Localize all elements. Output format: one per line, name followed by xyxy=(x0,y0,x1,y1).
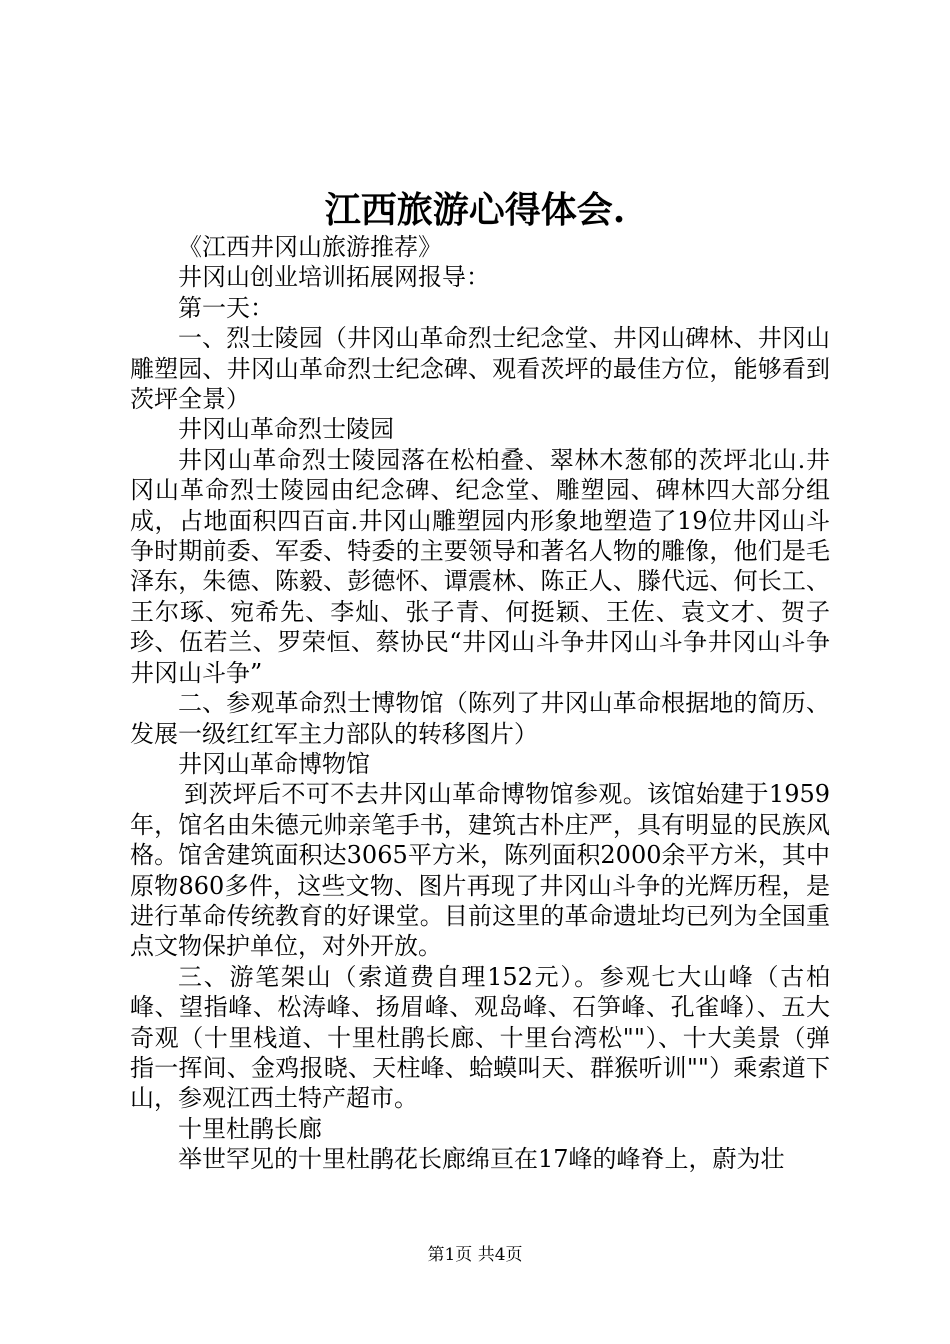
document-body xyxy=(130,232,830,1175)
paragraph-cemetery-description: 井冈山革命烈士陵园落在松柏叠、翠林木葱郁的茨坪北山.井冈山革命烈士陵园由纪念碑、纪念堂、雕塑园、碑林四大部分组成，占地面积四百亩.井冈山雕塑园内形象地塑造了19位井冈山斗争时期前委、军委、特委的主要领导和著名人物的雕像，他们是毛泽东，朱德、陈毅、彭德怀、谭震林、陈正人、滕代远、何长工、王尔琢、宛希先、李灿、张子青、何挺颖、王佐、袁文才、贺子珍、伍若兰、罗荣恒、蔡协民“井冈山斗争井冈山斗争井冈山斗争井冈山斗争” xyxy=(130,445,830,687)
paragraph-item-one: 一、烈士陵园（井冈山革命烈士纪念堂、井冈山碑林、井冈山雕塑园、井冈山革命烈士纪念碑、观看茨坪的最佳方位，能够看到茨坪全景） xyxy=(130,324,830,414)
paragraph-item-two: 二、参观革命烈士博物馆（陈列了井冈山革命根据地的简历、发展一级红红军主力部队的转移图片） xyxy=(130,689,830,748)
paragraph-heading-azalea: 十里杜鹃长廊 xyxy=(178,1114,322,1143)
paragraph-report-source: 井冈山创业培训拓展网报导： xyxy=(178,263,490,292)
paragraph-heading-cemetery: 井冈山革命烈士陵园 xyxy=(178,415,394,444)
page-number-footer: 第1页 共4页 xyxy=(427,1245,523,1265)
paragraph-azalea-description: 举世罕见的十里杜鹃花长廊绵亘在17峰的峰脊上，蔚为壮 xyxy=(178,1145,785,1174)
document-title: 江西旅游心得体会. xyxy=(324,189,626,231)
paragraph-heading-museum: 井冈山革命博物馆 xyxy=(178,749,370,778)
paragraph-book-title: 《江西井冈山旅游推荐》 xyxy=(178,233,442,261)
paragraph-day-one: 第一天： xyxy=(178,293,274,322)
paragraph-item-three: 三、游笔架山（索道费自理152元）。参观七大山峰（古柏峰、望指峰、松涛峰、扬眉峰、观岛峰、石笋峰、孔雀峰）、五大奇观（十里栈道、十里杜鹃长廊、十里台湾松""）、十大美景（弹指一挥间、金鸡报晓、天柱峰、蛤蟆叫天、群猴听训""）乘索道下山，参观江西土特产超市。 xyxy=(130,962,830,1113)
paragraph-museum-description: 到茨坪后不可不去井冈山革命博物馆参观。该馆始建于1959年，馆名由朱德元帅亲笔手书，建筑古朴庄严，具有明显的民族风格。馆舍建筑面积达3065平方米，陈列面积2000余平方米，其中原物860多件，这些文物、图片再现了井冈山斗争的光辉历程，是进行革命传统教育的好课堂。目前这里的革命遗址均已列为全国重点文物保护单位，对外开放。 xyxy=(130,780,830,961)
